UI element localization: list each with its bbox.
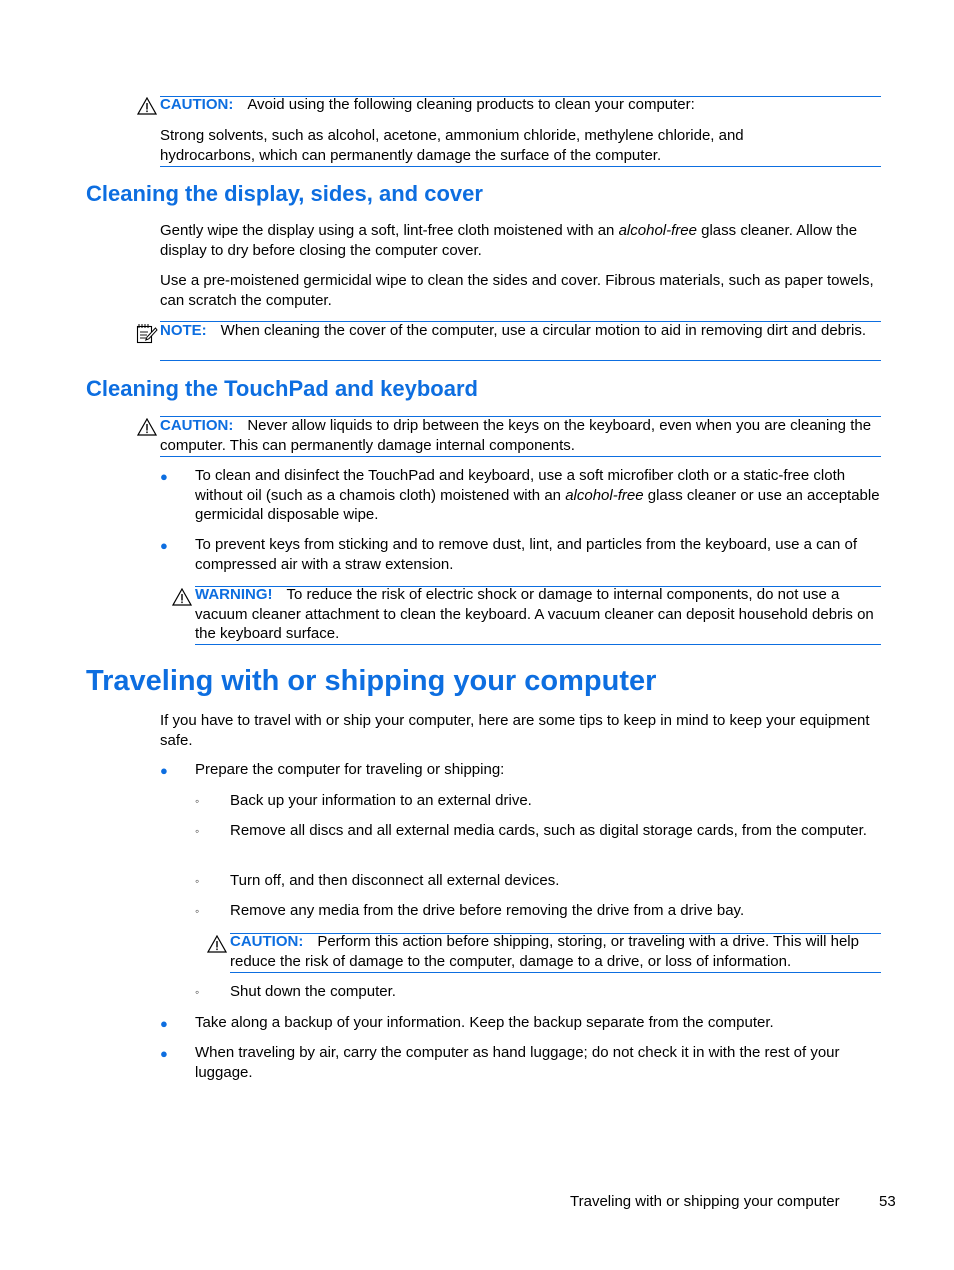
caution-triangle-icon — [137, 418, 157, 436]
display-paragraph-1 — [160, 221, 882, 260]
travel-sub-1: Back up your information to an external drive. — [230, 792, 532, 809]
caution-block — [160, 416, 882, 455]
caution-bottom-rule — [160, 456, 881, 457]
caution-bottom-rule — [230, 972, 881, 973]
text-run: Gently wipe the display using a soft, lint-free cloth moistened with an — [160, 222, 619, 239]
display-paragraph-2: Use a pre-moistened germicidal wipe to clean the sides and cover. Fibrous materials, such as paper towels, can scratch the computer. — [160, 272, 874, 309]
chapter-heading-travel: Traveling with or shipping your computer — [86, 665, 657, 697]
bullet-marker: ● — [160, 1016, 168, 1031]
caution-text: Never allow liquids to drip between the keys on the keyboard, even when you are cleaning the computer. This can permanently damage internal components. — [160, 417, 872, 454]
warning-bottom-rule — [195, 644, 881, 645]
note-label: NOTE: — [160, 322, 207, 339]
caution-text: Perform this action before shipping, storing, or traveling with a drive. This will help reduce the risk of damage to the computer, damage to a drive, or loss of information. — [230, 933, 859, 970]
caution-label: CAUTION: — [160, 417, 234, 434]
caution-text: Avoid using the following cleaning products to clean your computer: — [247, 96, 695, 113]
touchpad-bullet-2: To prevent keys from sticking and to remove dust, lint, and particles from the keyboard, use a can of compressed air with a straw extension. — [195, 536, 857, 573]
warning-text: To reduce the risk of electric shock or damage to internal components, do not use a vacuum cleaner attachment to clean the keyboard. A vacuum cleaner can deposit household debris on the keyboard surface. — [195, 586, 874, 642]
caution-label: CAUTION: — [230, 933, 304, 950]
warning-label: WARNING! — [195, 586, 273, 603]
caution-line — [160, 95, 882, 115]
sub-bullet-marker: ◦ — [195, 985, 200, 999]
bullet-marker: ● — [160, 469, 168, 484]
caution-triangle-icon — [137, 97, 157, 115]
emphasis-text: alcohol-free — [565, 486, 644, 504]
travel-bullet-3: When traveling by air, carry the computer as hand luggage; do not check it in with the rest of your luggage. — [195, 1044, 840, 1081]
travel-intro: If you have to travel with or ship your computer, here are some tips to keep in mind to keep your equipment safe. — [160, 712, 870, 749]
footer-page-number: 53 — [879, 1193, 896, 1210]
caution-label: CAUTION: — [160, 96, 234, 113]
caution-body: Strong solvents, such as alcohol, acetone, ammonium chloride, methylene chloride, and hydrocarbons, which can permanently damage the surface of the computer. — [160, 127, 744, 164]
note-bottom-rule — [160, 360, 881, 361]
travel-sub-5: Shut down the computer. — [230, 983, 396, 1000]
bullet-marker: ● — [160, 538, 168, 553]
text-run: To clean and disinfect the TouchPad and keyboard, use a soft microfiber cloth or a static-free cloth without oil (such as a chamois cloth) moistened with an — [195, 467, 846, 504]
travel-sub-3: Turn off, and then disconnect all external devices. — [230, 872, 560, 889]
sub-bullet-marker: ◦ — [195, 794, 200, 808]
section-heading-touchpad: Cleaning the TouchPad and keyboard — [86, 376, 478, 401]
bullet-marker: ● — [160, 763, 168, 778]
section-heading-display: Cleaning the display, sides, and cover — [86, 181, 483, 206]
text-run: glass cleaner or use an acceptable germicidal disposable wipe. — [195, 486, 880, 523]
footer-running-title: Traveling with or shipping your computer — [570, 1193, 840, 1210]
sub-bullet-marker: ◦ — [195, 824, 200, 838]
bullet-marker: ● — [160, 1046, 168, 1061]
travel-sub-4: Remove any media from the drive before removing the drive from a drive bay. — [230, 902, 745, 919]
note-pad-icon — [136, 322, 158, 344]
travel-sub-2: Remove all discs and all external media cards, such as digital storage cards, from the computer. — [230, 822, 867, 839]
warning-triangle-icon — [172, 588, 192, 606]
sub-bullet-marker: ◦ — [195, 904, 200, 918]
sub-bullet-marker: ◦ — [195, 874, 200, 888]
caution-bottom-rule — [160, 166, 881, 167]
text-run: glass cleaner. Allow the display to dry before closing the computer cover. — [160, 222, 858, 259]
travel-bullet-2: Take along a backup of your information. Keep the backup separate from the computer. — [195, 1014, 774, 1031]
travel-bullet-1: Prepare the computer for traveling or shipping: — [195, 761, 505, 778]
emphasis-text: alcohol-free — [618, 222, 697, 239]
note-text: When cleaning the cover of the computer, use a circular motion to aid in removing dirt and debris. — [220, 322, 867, 339]
warning-block — [195, 585, 883, 644]
note-block — [160, 321, 882, 341]
touchpad-bullet-1 — [195, 466, 883, 525]
caution-block — [230, 932, 880, 971]
caution-triangle-icon — [207, 935, 227, 953]
